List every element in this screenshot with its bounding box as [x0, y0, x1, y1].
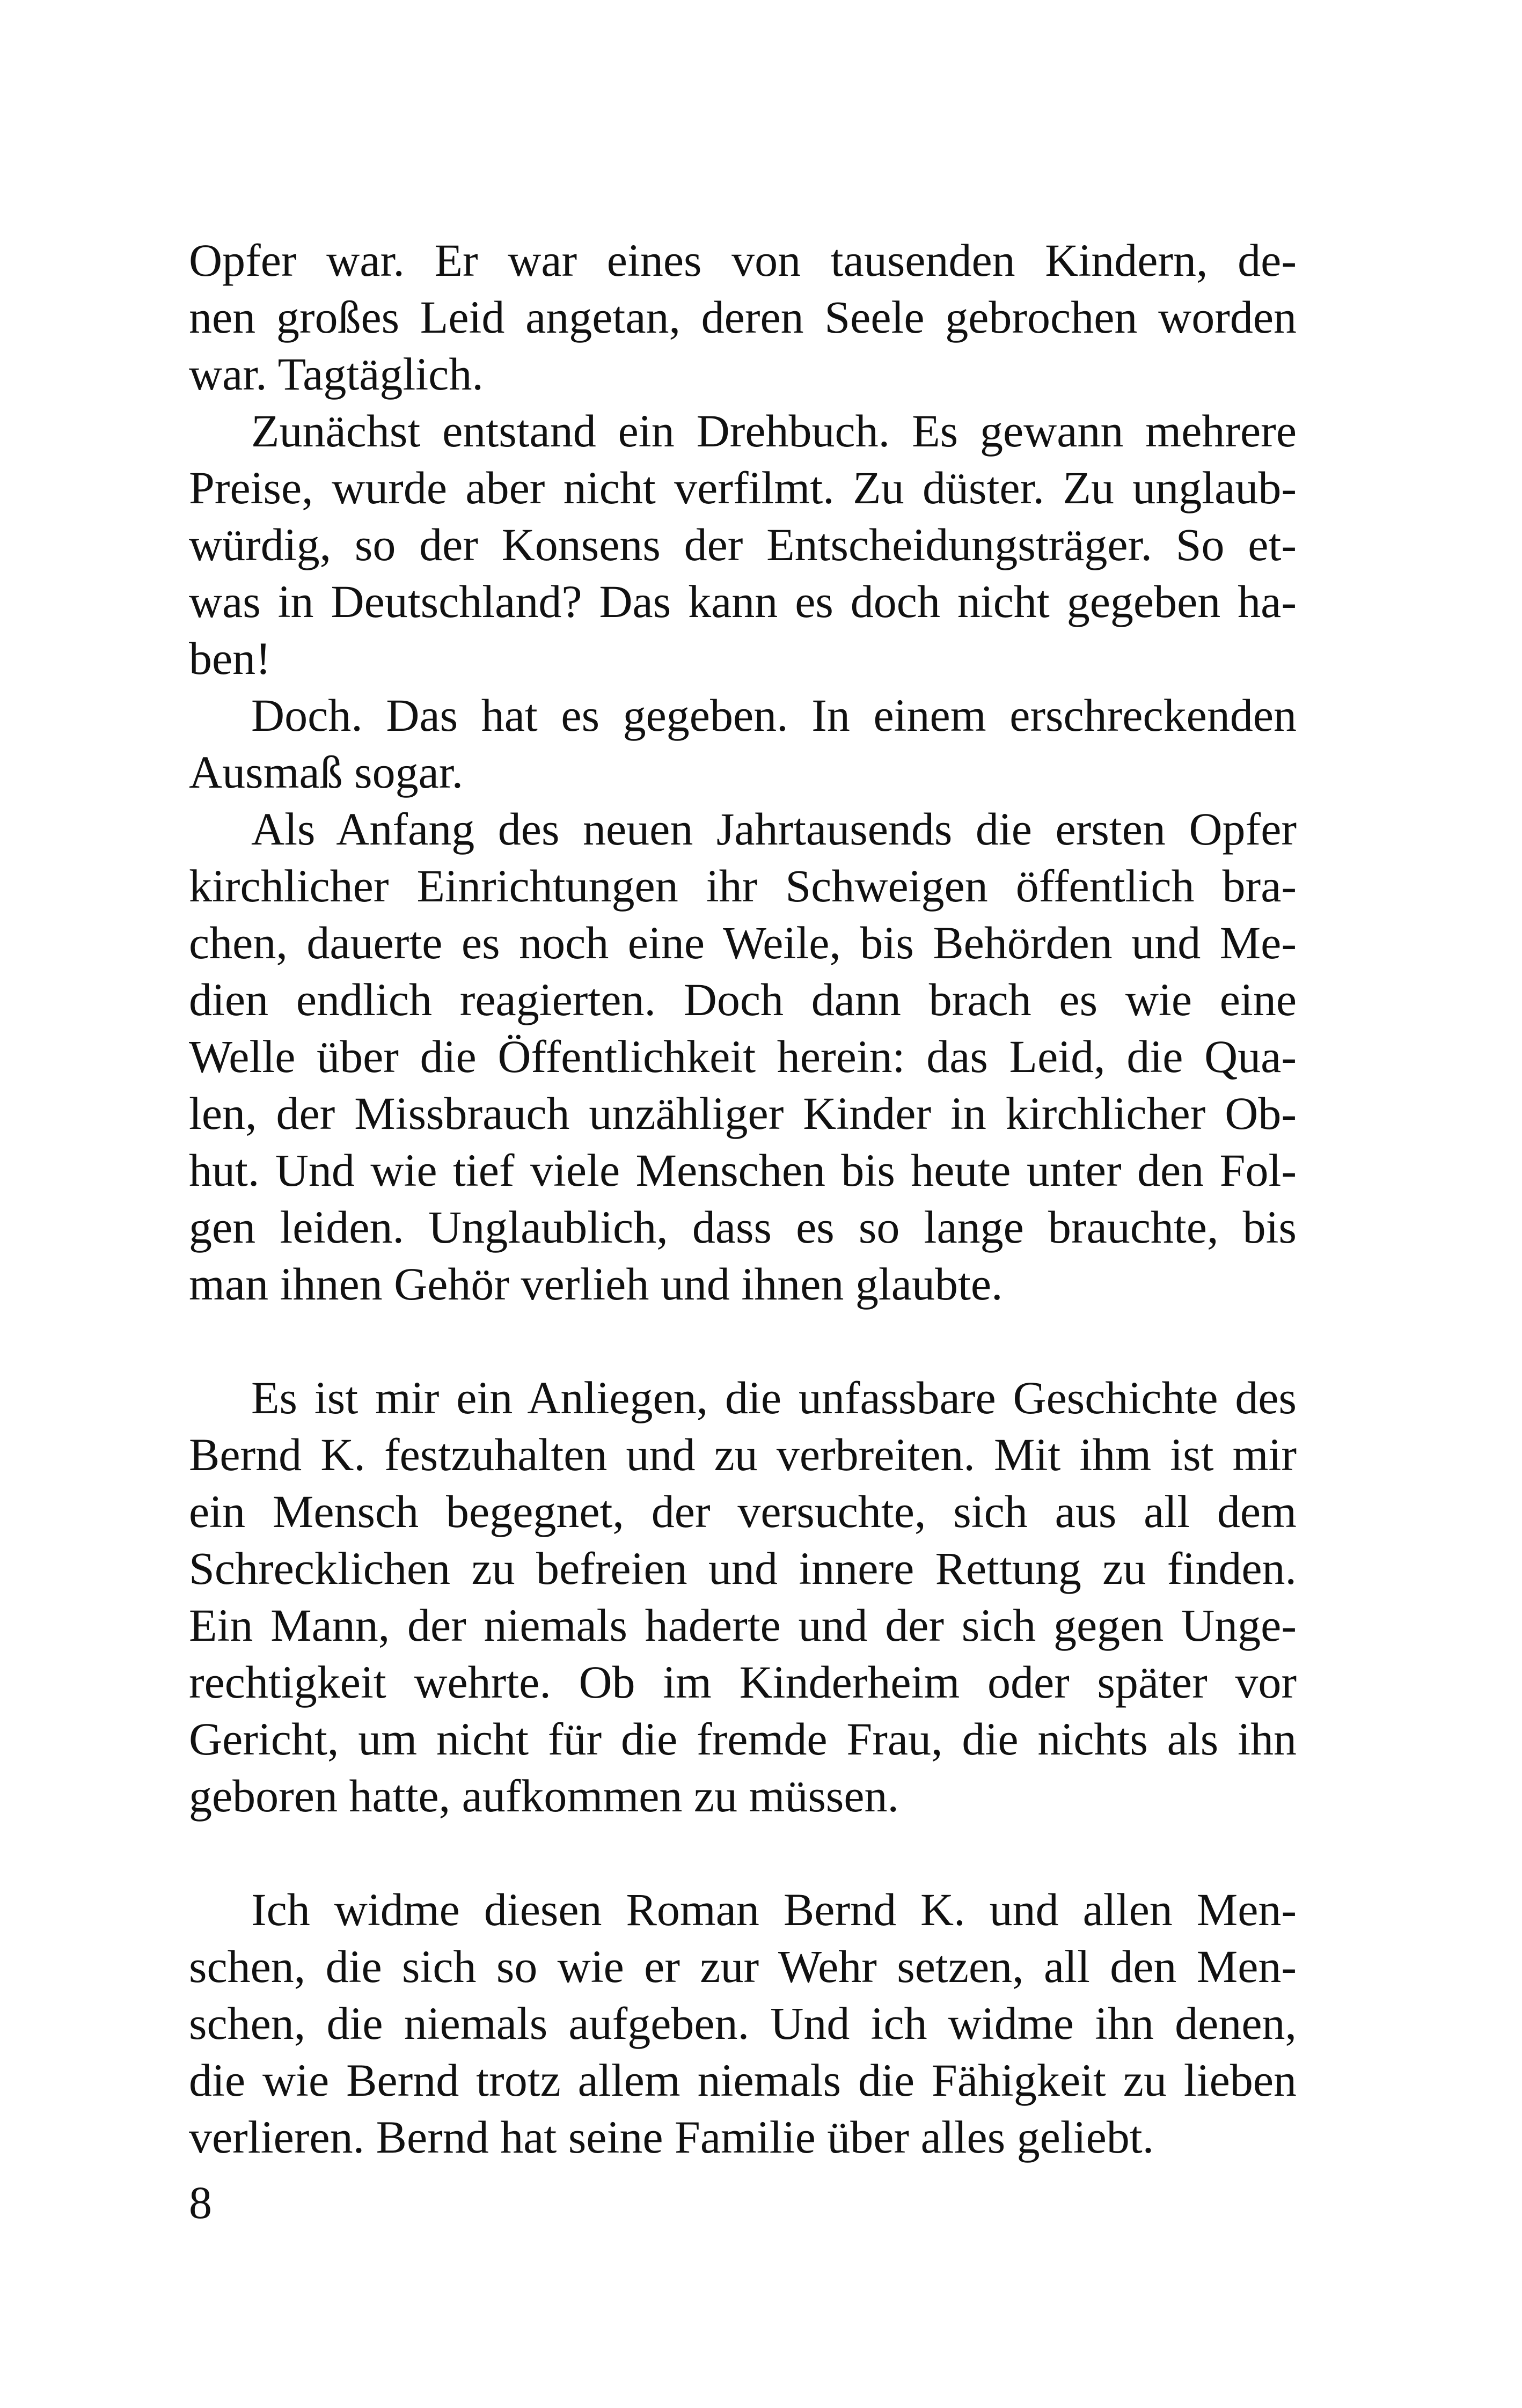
text-line: Doch. Das hat es gegeben. In einem erschreckenden: [251, 689, 1297, 741]
text-line: Ausmaß sogar.: [189, 746, 464, 798]
text-line: Welle über die Öffentlichkeit herein: das Leid, die Qua-: [189, 1031, 1297, 1082]
text-line: schen, die niemals aufgeben. Und ich widme ihn denen,: [189, 1998, 1297, 2049]
text-line: geboren hatte, aufkommen zu müssen.: [189, 1770, 899, 1822]
text-line: war. Tagtäglich.: [189, 348, 484, 400]
text-line: Schrecklichen zu befreien und innere Rettung zu finden.: [189, 1543, 1297, 1594]
text-line: Opfer war. Er war eines von tausenden Kindern, de-: [189, 234, 1297, 286]
text-line: dien endlich reagierten. Doch dann brach es wie eine: [189, 974, 1297, 1025]
paragraph: [189, 687, 1297, 801]
text-line: schen, die sich so wie er zur Wehr setzen, all den Men-: [189, 1941, 1297, 1992]
text-line: nen großes Leid angetan, deren Seele gebrochen worden: [189, 291, 1297, 343]
text-line: len, der Missbrauch unzähliger Kinder in kirchlicher Ob-: [189, 1088, 1297, 1139]
text-line: Es ist mir ein Anliegen, die unfassbare Geschichte des: [251, 1372, 1297, 1423]
text-line: kirchlicher Einrichtungen ihr Schweigen öffentlich bra-: [189, 860, 1297, 912]
body-text: [189, 232, 1297, 2165]
text-line: Gericht, um nicht für die fremde Frau, die nichts als ihn: [189, 1713, 1297, 1765]
text-line: verlieren. Bernd hat seine Familie über alles geliebt.: [189, 2111, 1154, 2163]
text-line: hut. Und wie tief viele Menschen bis heute unter den Fol-: [189, 1144, 1297, 1196]
text-line: ein Mensch begegnet, der versuchte, sich aus all dem: [189, 1486, 1297, 1537]
page-number: 8: [189, 2177, 212, 2228]
text-line: Ein Mann, der niemals haderte und der sich gegen Unge-: [189, 1599, 1297, 1651]
paragraph-gap: [189, 1824, 1297, 1881]
paragraph: [189, 1881, 1297, 2165]
text-line: Bernd K. festzuhalten und zu verbreiten. Mit ihm ist mir: [189, 1429, 1297, 1480]
text-line: man ihnen Gehör verlieh und ihnen glaubte.: [189, 1258, 1003, 1310]
text-line: Ich widme diesen Roman Bernd K. und allen Men-: [251, 1884, 1297, 1935]
text-line: gen leiden. Unglaublich, dass es so lange brauchte, bis: [189, 1201, 1297, 1253]
text-line: Zunächst entstand ein Drehbuch. Es gewann mehrere: [251, 405, 1297, 457]
paragraph-gap: [189, 1312, 1297, 1369]
paragraph: [189, 801, 1297, 1312]
text-line: die wie Bernd trotz allem niemals die Fähigkeit zu lieben: [189, 2054, 1297, 2106]
text-line: ben!: [189, 633, 271, 684]
text-line: würdig, so der Konsens der Entscheidungsträger. So et-: [189, 519, 1297, 570]
paragraph: [189, 1369, 1297, 1824]
paragraph: [189, 402, 1297, 687]
paragraph: [189, 232, 1297, 402]
text-line: chen, dauerte es noch eine Weile, bis Behörden und Me-: [189, 917, 1297, 968]
text-line: Als Anfang des neuen Jahrtausends die ersten Opfer: [251, 803, 1297, 855]
text-line: Preise, wurde aber nicht verfilmt. Zu düster. Zu unglaub-: [189, 462, 1297, 513]
text-line: rechtigkeit wehrte. Ob im Kinderheim oder später vor: [189, 1656, 1297, 1708]
text-line: was in Deutschland? Das kann es doch nicht gegeben ha-: [189, 576, 1297, 627]
